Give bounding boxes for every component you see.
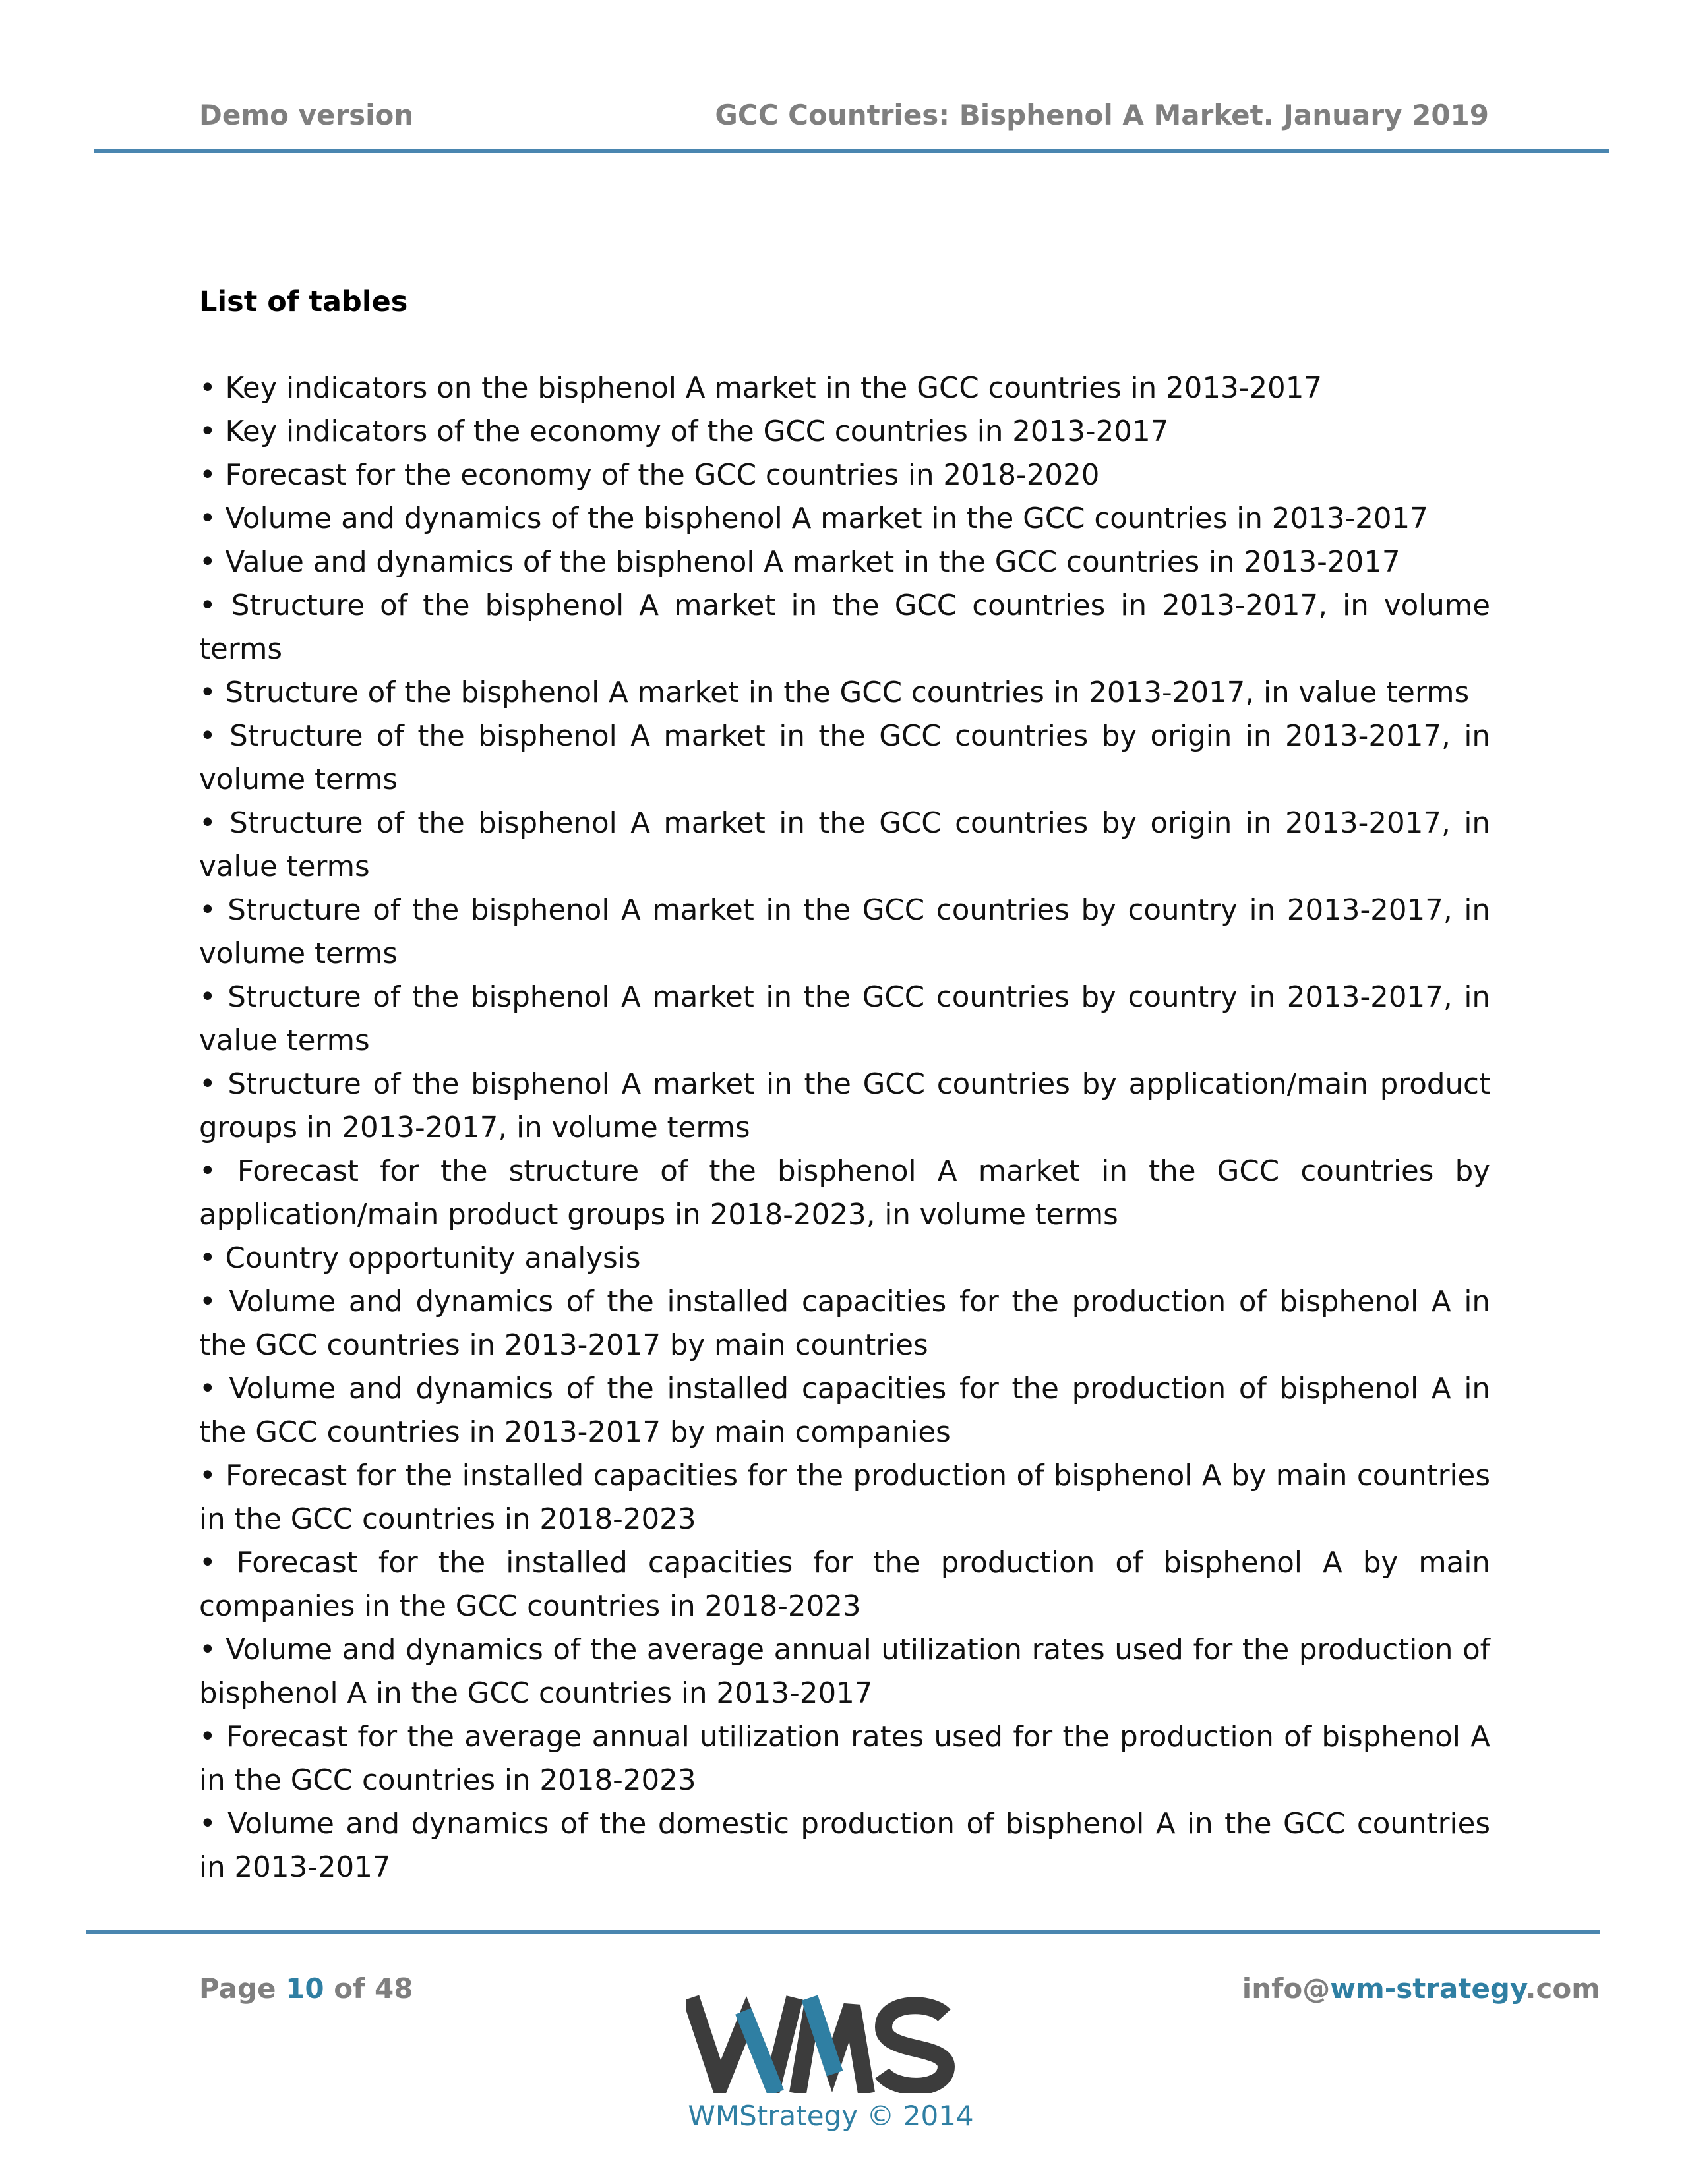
header-demo-label: Demo version	[199, 99, 414, 131]
list-item: • Volume and dynamics of the domestic production of bisphenol A in the GCC countries in 2013-2017	[199, 1808, 1490, 1884]
list-item: • Structure of the bisphenol A market in the GCC countries in 2013-2017, in volume terms	[199, 589, 1490, 666]
section-title: List of tables	[199, 285, 408, 318]
email-prefix: info@	[1242, 1972, 1331, 2005]
page-separator: of	[324, 1972, 375, 2005]
current-page: 10	[286, 1972, 324, 2005]
list-item: • Country opportunity analysis	[199, 1242, 641, 1275]
footer-divider	[86, 1930, 1600, 1934]
email-domain: wm-strategy	[1330, 1972, 1526, 2005]
header-divider	[94, 149, 1609, 153]
list-item: • Forecast for the economy of the GCC countries in 2018-2020	[199, 459, 1100, 492]
total-pages: 48	[375, 1972, 413, 2005]
logo-w-mark	[694, 2006, 793, 2085]
list-item: • Volume and dynamics of the installed capacities for the production of bisphenol A in the GCC countries in 2013-2017 by main companies	[199, 1372, 1490, 1449]
logo-caption: WMStrategy © 2014	[688, 2100, 974, 2132]
list-item: • Volume and dynamics of the bisphenol A market in the GCC countries in 2013-2017	[199, 502, 1428, 535]
logo-m-mark	[799, 2006, 865, 2085]
list-item: • Structure of the bisphenol A market in the GCC countries in 2013-2017, in value terms	[199, 676, 1470, 709]
list-item: • Structure of the bisphenol A market in the GCC countries by origin in 2013-2017, in volume terms	[199, 720, 1490, 796]
page-prefix: Page	[199, 1972, 286, 2005]
page-number	[199, 1972, 413, 2005]
list-item: • Forecast for the installed capacities for the production of bisphenol A by main countries in the GCC countries in 2018-2023	[199, 1460, 1490, 1536]
email-suffix: .com	[1525, 1972, 1600, 2005]
list-item: • Value and dynamics of the bisphenol A market in the GCC countries in 2013-2017	[199, 546, 1401, 579]
table-list	[199, 367, 1490, 1889]
header-report-title: GCC Countries: Bisphenol A Market. January 2019	[715, 99, 1489, 131]
list-item: • Structure of the bisphenol A market in the GCC countries by country in 2013-2017, in volume terms	[199, 894, 1490, 970]
list-item: • Volume and dynamics of the average annual utilization rates used for the production of bisphenol A in the GCC countries in 2013-2017	[199, 1634, 1490, 1710]
list-item: • Key indicators of the economy of the GCC countries in 2013-2017	[199, 415, 1169, 448]
list-item: • Structure of the bisphenol A market in the GCC countries by country in 2013-2017, in value terms	[199, 981, 1490, 1057]
list-item: • Forecast for the average annual utilization rates used for the production of bisphenol A in the GCC countries in 2018-2023	[199, 1721, 1490, 1797]
contact-email	[1242, 1972, 1600, 2005]
list-item: • Structure of the bisphenol A market in the GCC countries by origin in 2013-2017, in value terms	[199, 807, 1490, 883]
list-item: • Volume and dynamics of the installed capacities for the production of bisphenol A in the GCC countries in 2013-2017 by main countries	[199, 1285, 1490, 1362]
list-item: • Key indicators on the bisphenol A market in the GCC countries in 2013-2017	[199, 372, 1323, 405]
list-item: • Forecast for the structure of the bisphenol A market in the GCC countries by application/main product groups in 2018-2023, in volume terms	[199, 1155, 1490, 1231]
wms-logo	[686, 1981, 963, 2093]
list-item: • Forecast for the installed capacities for the production of bisphenol A by main companies in the GCC countries in 2018-2023	[199, 1547, 1490, 1623]
logo-s-mark	[882, 2005, 946, 2086]
list-item: • Structure of the bisphenol A market in the GCC countries by application/main product groups in 2013-2017, in volume terms	[199, 1068, 1490, 1144]
